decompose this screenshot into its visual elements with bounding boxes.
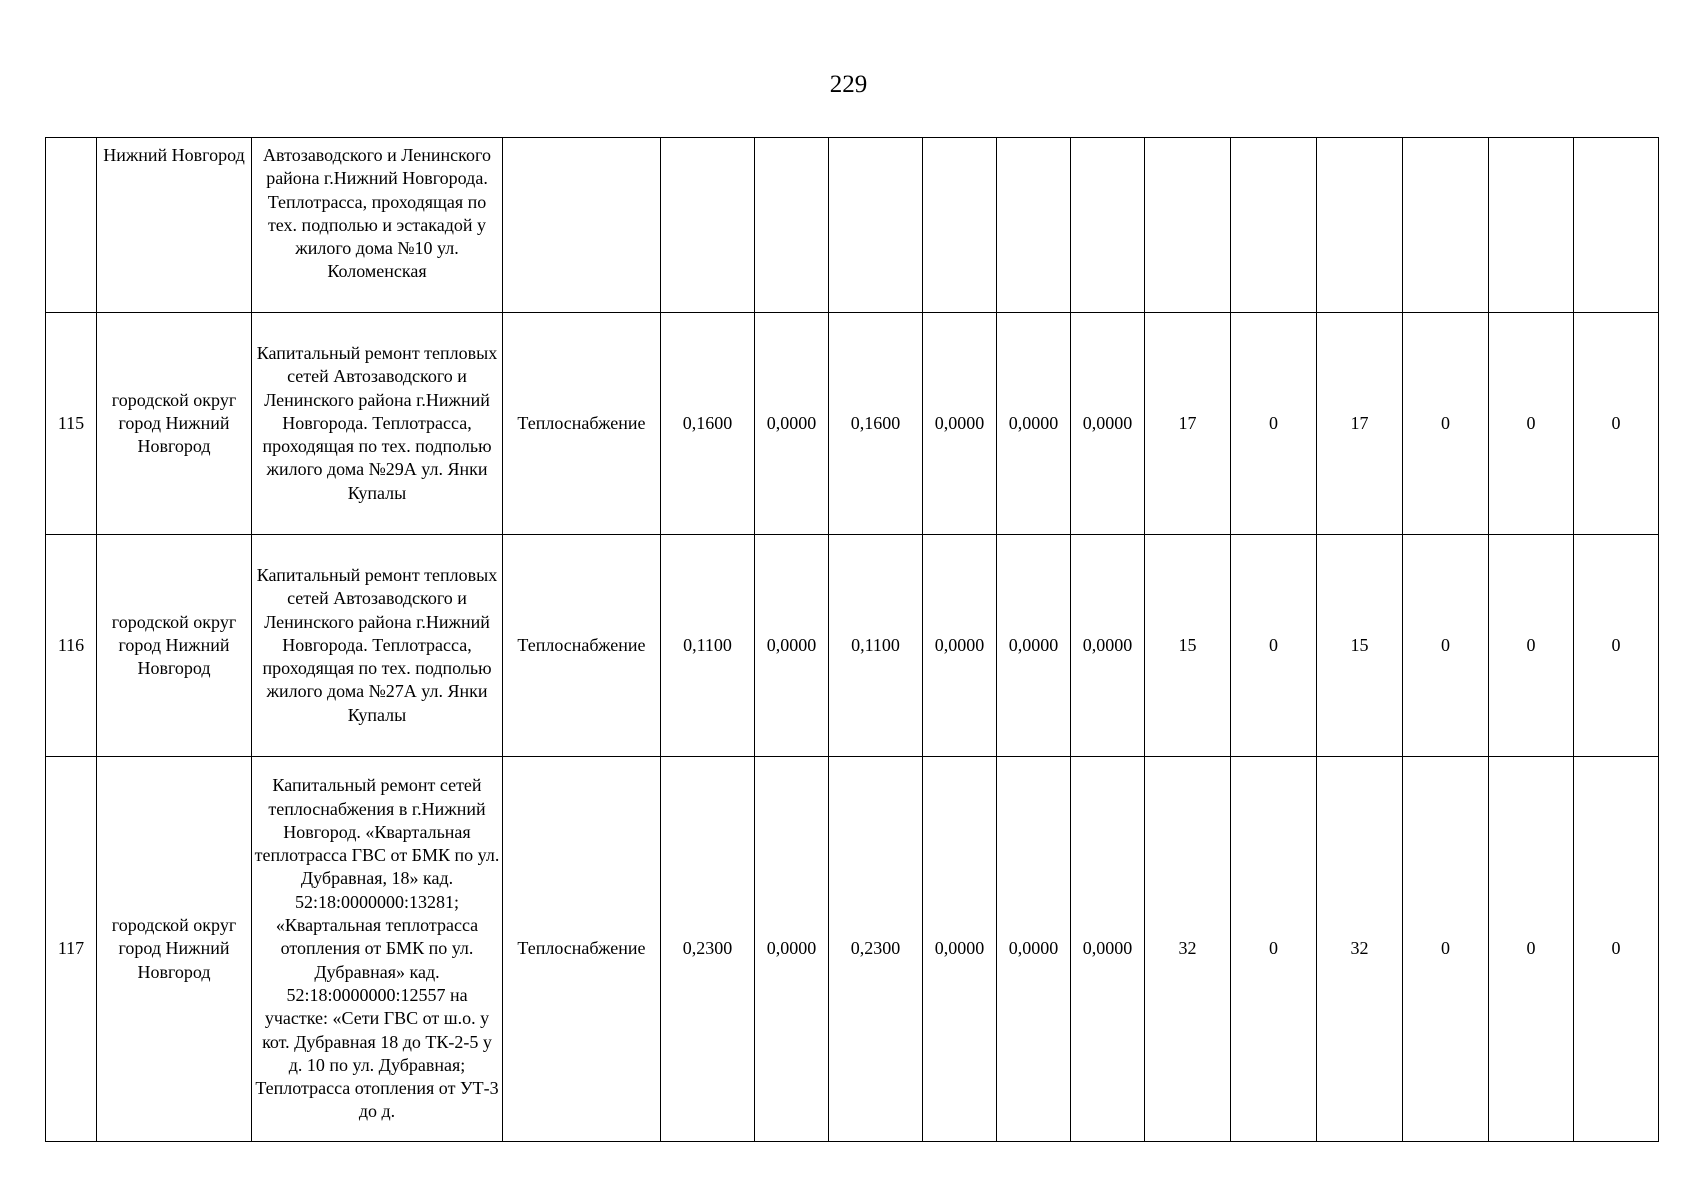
value-cell-9	[1317, 138, 1403, 313]
value-cell-5	[997, 138, 1071, 313]
value-cell-7: 17	[1145, 313, 1231, 535]
value-cell-11: 0	[1489, 313, 1574, 535]
description-cell: Капитальный ремонт тепловых сетей Автозаводского и Ленинского района г.Нижний Новгорода. Теплотрасса, проходящая по тех. подполью жилого дома №29А ул. Янки Купалы	[252, 313, 503, 535]
value-cell-2: 0,0000	[755, 535, 829, 757]
municipality-cell: городской округ город Нижний Новгород	[97, 535, 252, 757]
value-cell-11: 0	[1489, 535, 1574, 757]
value-cell-6: 0,0000	[1071, 313, 1145, 535]
value-cell-6	[1071, 138, 1145, 313]
data-table	[45, 137, 1659, 1142]
value-cell-5: 0,0000	[997, 757, 1071, 1142]
service-type-cell: Теплоснабжение	[503, 535, 661, 757]
value-cell-6: 0,0000	[1071, 757, 1145, 1142]
value-cell-8: 0	[1231, 535, 1317, 757]
value-cell-5: 0,0000	[997, 535, 1071, 757]
value-cell-3: 0,1600	[829, 313, 923, 535]
value-cell-8: 0	[1231, 313, 1317, 535]
value-cell-9: 17	[1317, 313, 1403, 535]
value-cell-4: 0,0000	[923, 313, 997, 535]
value-cell-3: 0,1100	[829, 535, 923, 757]
table-row	[46, 535, 1659, 757]
value-cell-11	[1489, 138, 1574, 313]
row-number	[46, 138, 97, 313]
value-cell-11: 0	[1489, 757, 1574, 1142]
value-cell-5: 0,0000	[997, 313, 1071, 535]
service-type-cell: Теплоснабжение	[503, 757, 661, 1142]
value-cell-10	[1403, 138, 1489, 313]
municipality-cell: Нижний Новгород	[97, 138, 252, 313]
municipality-cell: городской округ город Нижний Новгород	[97, 757, 252, 1142]
value-cell-7	[1145, 138, 1231, 313]
value-cell-10: 0	[1403, 313, 1489, 535]
description-cell: Автозаводского и Ленинского района г.Нижний Новгорода. Теплотрасса, проходящая по тех. подполью и эстакадой у жилого дома №10 ул. Коломенская	[252, 138, 503, 313]
value-cell-8	[1231, 138, 1317, 313]
value-cell-9: 32	[1317, 757, 1403, 1142]
description-cell: Капитальный ремонт сетей теплоснабжения в г.Нижний Новгород. «Квартальная теплотрасса ГВС от БМК по ул. Дубравная, 18» кад. 52:18:0000000:13281; «Квартальная теплотрасса отопления от БМК по ул. Дубравная» кад. 52:18:0000000:12557 на участке: «Сети ГВС от ш.о. у кот. Дубравная 18 до ТК-2-5 у д. 10 по ул. Дубравная; Теплотрасса отопления от УТ-3 до д.	[252, 757, 503, 1142]
value-cell-10: 0	[1403, 757, 1489, 1142]
table-row	[46, 138, 1659, 313]
value-cell-4	[923, 138, 997, 313]
value-cell-1: 0,1600	[661, 313, 755, 535]
table-row	[46, 757, 1659, 1142]
value-cell-4: 0,0000	[923, 535, 997, 757]
value-cell-9: 15	[1317, 535, 1403, 757]
table-body	[46, 138, 1659, 1142]
row-number: 116	[46, 535, 97, 757]
value-cell-4: 0,0000	[923, 757, 997, 1142]
value-cell-12: 0	[1574, 757, 1659, 1142]
value-cell-2: 0,0000	[755, 313, 829, 535]
value-cell-2: 0,0000	[755, 757, 829, 1142]
description-cell: Капитальный ремонт тепловых сетей Автозаводского и Ленинского района г.Нижний Новгорода. Теплотрасса, проходящая по тех. подполью жилого дома №27А ул. Янки Купалы	[252, 535, 503, 757]
value-cell-12: 0	[1574, 535, 1659, 757]
page-number: 229	[829, 71, 868, 98]
table-row	[46, 313, 1659, 535]
value-cell-8: 0	[1231, 757, 1317, 1142]
value-cell-1: 0,2300	[661, 757, 755, 1142]
value-cell-12	[1574, 138, 1659, 313]
value-cell-2	[755, 138, 829, 313]
value-cell-3	[829, 138, 923, 313]
value-cell-7: 15	[1145, 535, 1231, 757]
municipality-cell: городской округ город Нижний Новгород	[97, 313, 252, 535]
row-number: 115	[46, 313, 97, 535]
value-cell-12: 0	[1574, 313, 1659, 535]
service-type-cell	[503, 138, 661, 313]
service-type-cell: Теплоснабжение	[503, 313, 661, 535]
value-cell-6: 0,0000	[1071, 535, 1145, 757]
row-number: 117	[46, 757, 97, 1142]
value-cell-1: 0,1100	[661, 535, 755, 757]
value-cell-3: 0,2300	[829, 757, 923, 1142]
value-cell-1	[661, 138, 755, 313]
value-cell-10: 0	[1403, 535, 1489, 757]
value-cell-7: 32	[1145, 757, 1231, 1142]
